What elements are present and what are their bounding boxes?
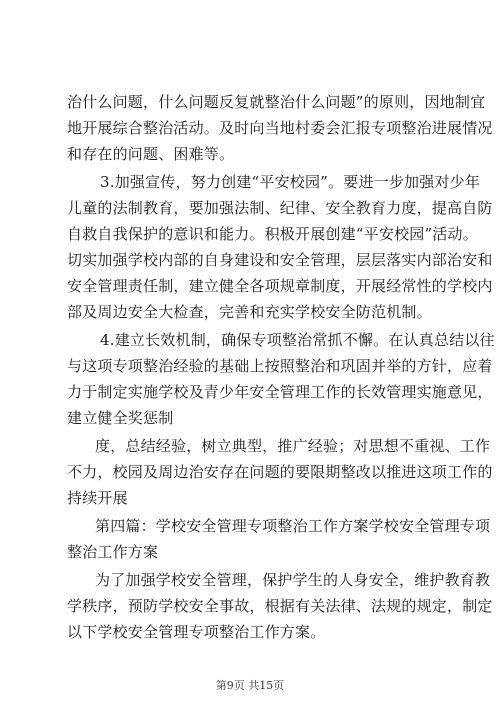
section-3-heading: 3.加强宣传，努力创建“平安校园”。要进一步加强对少年 (100, 173, 481, 191)
page-number-footer: 第9页 共15页 (215, 679, 285, 692)
body-text-line: 为了加强学校安全管理，保护学生的人身安全，维护教育教 (95, 571, 491, 589)
body-text-line: 儿童的法制教育，要加强法制、纪律、安全教育力度，提高自防 (67, 199, 493, 217)
body-text-line: 部及周边安全大检查，完善和充实学校安全防范机制。 (67, 303, 432, 321)
body-text-line: 以下学校安全管理专项整治工作方案。 (67, 623, 326, 641)
chapter-heading-continued: 整治工作方案 (67, 543, 159, 561)
body-text-line: 度，总结经验，树立典型，推广经验；对思想不重视、工作 (95, 437, 491, 455)
body-text-line: 安全管理责任制，建立健全各项规章制度，开展经常性的学校内 (67, 277, 493, 295)
body-text-line: 不力，校园及周边治安存在问题的要限期整改以推进这项工作的 (67, 463, 493, 481)
body-text-line: 与这项专项整治经验的基础上按照整治和巩固并举的方针，应着 (67, 357, 493, 375)
body-text-line: 和存在的问题、困难等。 (67, 145, 235, 163)
body-text-line: 治什么问题，什么问题反复就整治什么问题”的原则，因地制宜 (67, 93, 486, 111)
body-text-line: 建立健全奖惩制 (67, 409, 174, 427)
body-text-line: 自救自我保护的意识和能力。积极开展创建“平安校园”活动。 (67, 225, 478, 243)
body-text-line: 地开展综合整治活动。及时向当地村委会汇报专项整治进展情况 (67, 119, 493, 137)
body-text-line: 力于制定实施学校及青少年安全管理工作的长效管理实施意见， (67, 383, 493, 401)
section-4-heading: 4.建立长效机制，确保专项整治常抓不懈。在认真总结以往 (100, 331, 495, 349)
body-text-line: 学秩序，预防学校安全事故，根据有关法律、法规的规定，制定 (67, 597, 493, 615)
body-text-line: 持续开展 (67, 489, 128, 507)
chapter-heading: 第四篇：学校安全管理专项整治工作方案学校安全管理专项 (95, 517, 491, 535)
body-text-line: 切实加强学校内部的自身建设和安全管理，层层落实内部治安和 (67, 251, 493, 269)
